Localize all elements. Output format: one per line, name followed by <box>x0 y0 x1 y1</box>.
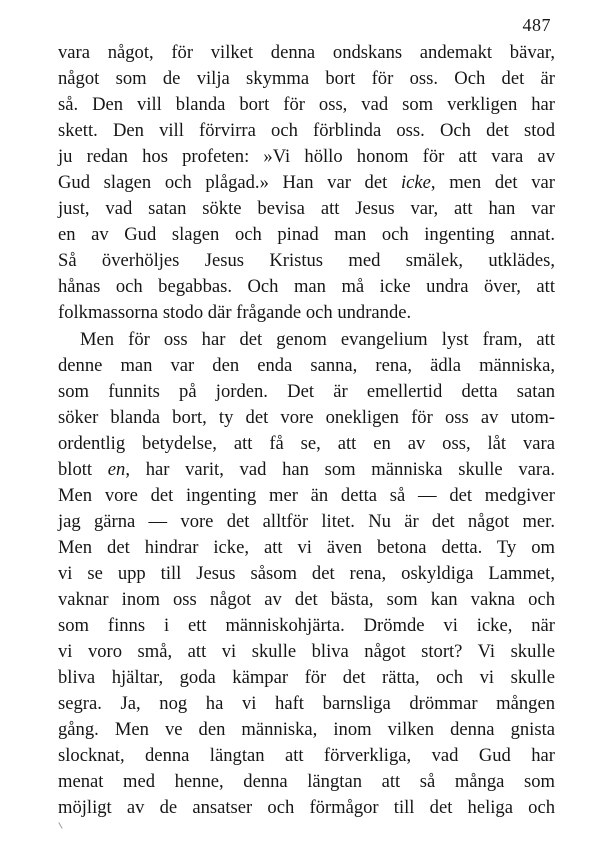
text-line: menat med henne, denna längtan att så många som <box>58 771 555 793</box>
text-line: möjligt av de ansatser och förmågor till det heliga och <box>58 797 555 819</box>
text-line: bliva hjältar, goda kämpar för det rätta, och vi skulle <box>58 667 555 689</box>
text-line: ju redan hos profeten: »Vi höllo honom för att vara av <box>58 146 555 168</box>
text-line: Men det hindrar icke, att vi även betona detta. Ty om <box>58 536 555 558</box>
text-line: jag gärna — vore det alltför litet. Nu är det något mer. <box>58 510 555 532</box>
text-line <box>58 170 555 196</box>
text-segment: blott <box>58 458 108 480</box>
text-segment: Gud slagen och plågad.» Han var det <box>58 172 401 194</box>
emphasis-text: en <box>107 458 126 480</box>
text-line: slocknat, denna längtan att förverkliga, vad Gud har <box>58 745 555 767</box>
text-line: gång. Men ve den människa, inom vilken denna gnista <box>58 719 555 741</box>
text-line: Men vore det ingenting mer än detta så — det medgiver <box>58 484 555 506</box>
paragraph-start-line: Men för oss har det genom evangelium lyst fram, att <box>80 328 555 350</box>
text-line: söker blanda bort, ty det vore onekligen för oss av utom- <box>58 406 555 428</box>
text-line: vi se upp till Jesus såsom det rena, oskyldiga Lammet, <box>58 562 555 584</box>
text-segment: , har varit, vad han som människa skulle vara. <box>125 458 555 480</box>
text-line: som funnits på jorden. Det är emellertid detta satan <box>58 380 555 402</box>
text-line: skett. Den vill förvirra och förblinda oss. Och det stod <box>58 120 555 142</box>
text-line: en av Gud slagen och pinad man och ingenting annat. <box>58 224 555 246</box>
text-line: Så överhöljes Jesus Kristus med smälek, utklädes, <box>58 250 555 272</box>
text-line: vaknar inom oss något av det bästa, som kan vakna och <box>58 588 555 610</box>
text-line: vi voro små, att vi skulle bliva något stort? Vi skulle <box>58 641 555 663</box>
text-line: hånas och begabbas. Och man må icke undra över, att <box>58 276 555 298</box>
text-line: denne man var den enda sanna, rena, ädla människa, <box>58 354 555 376</box>
text-line: segra. Ja, nog ha vi haft barnsliga drömmar mången <box>58 693 555 715</box>
text-line <box>58 457 555 483</box>
emphasis-text: icke <box>400 172 431 194</box>
scan-speck <box>58 822 62 829</box>
text-line: vara något, för vilket denna ondskans andemakt bävar, <box>58 42 555 63</box>
text-line: ordentlig betydelse, att få se, att en av oss, låt vara <box>58 432 555 454</box>
text-line: något som de vilja skymma bort för oss. Och det är <box>58 68 555 90</box>
page-number: 487 <box>522 15 551 35</box>
text-line: som finns i ett människohjärta. Drömde vi icke, när <box>58 615 555 637</box>
paragraph-end-line: folkmassorna stodo där frågande och undrande. <box>58 302 412 324</box>
text-segment: , men det var <box>430 172 555 194</box>
body-text <box>58 40 555 821</box>
text-line: just, vad satan sökte bevisa att Jesus var, att han var <box>58 198 555 220</box>
text-line: så. Den vill blanda bort för oss, vad som verkligen har <box>58 94 555 116</box>
